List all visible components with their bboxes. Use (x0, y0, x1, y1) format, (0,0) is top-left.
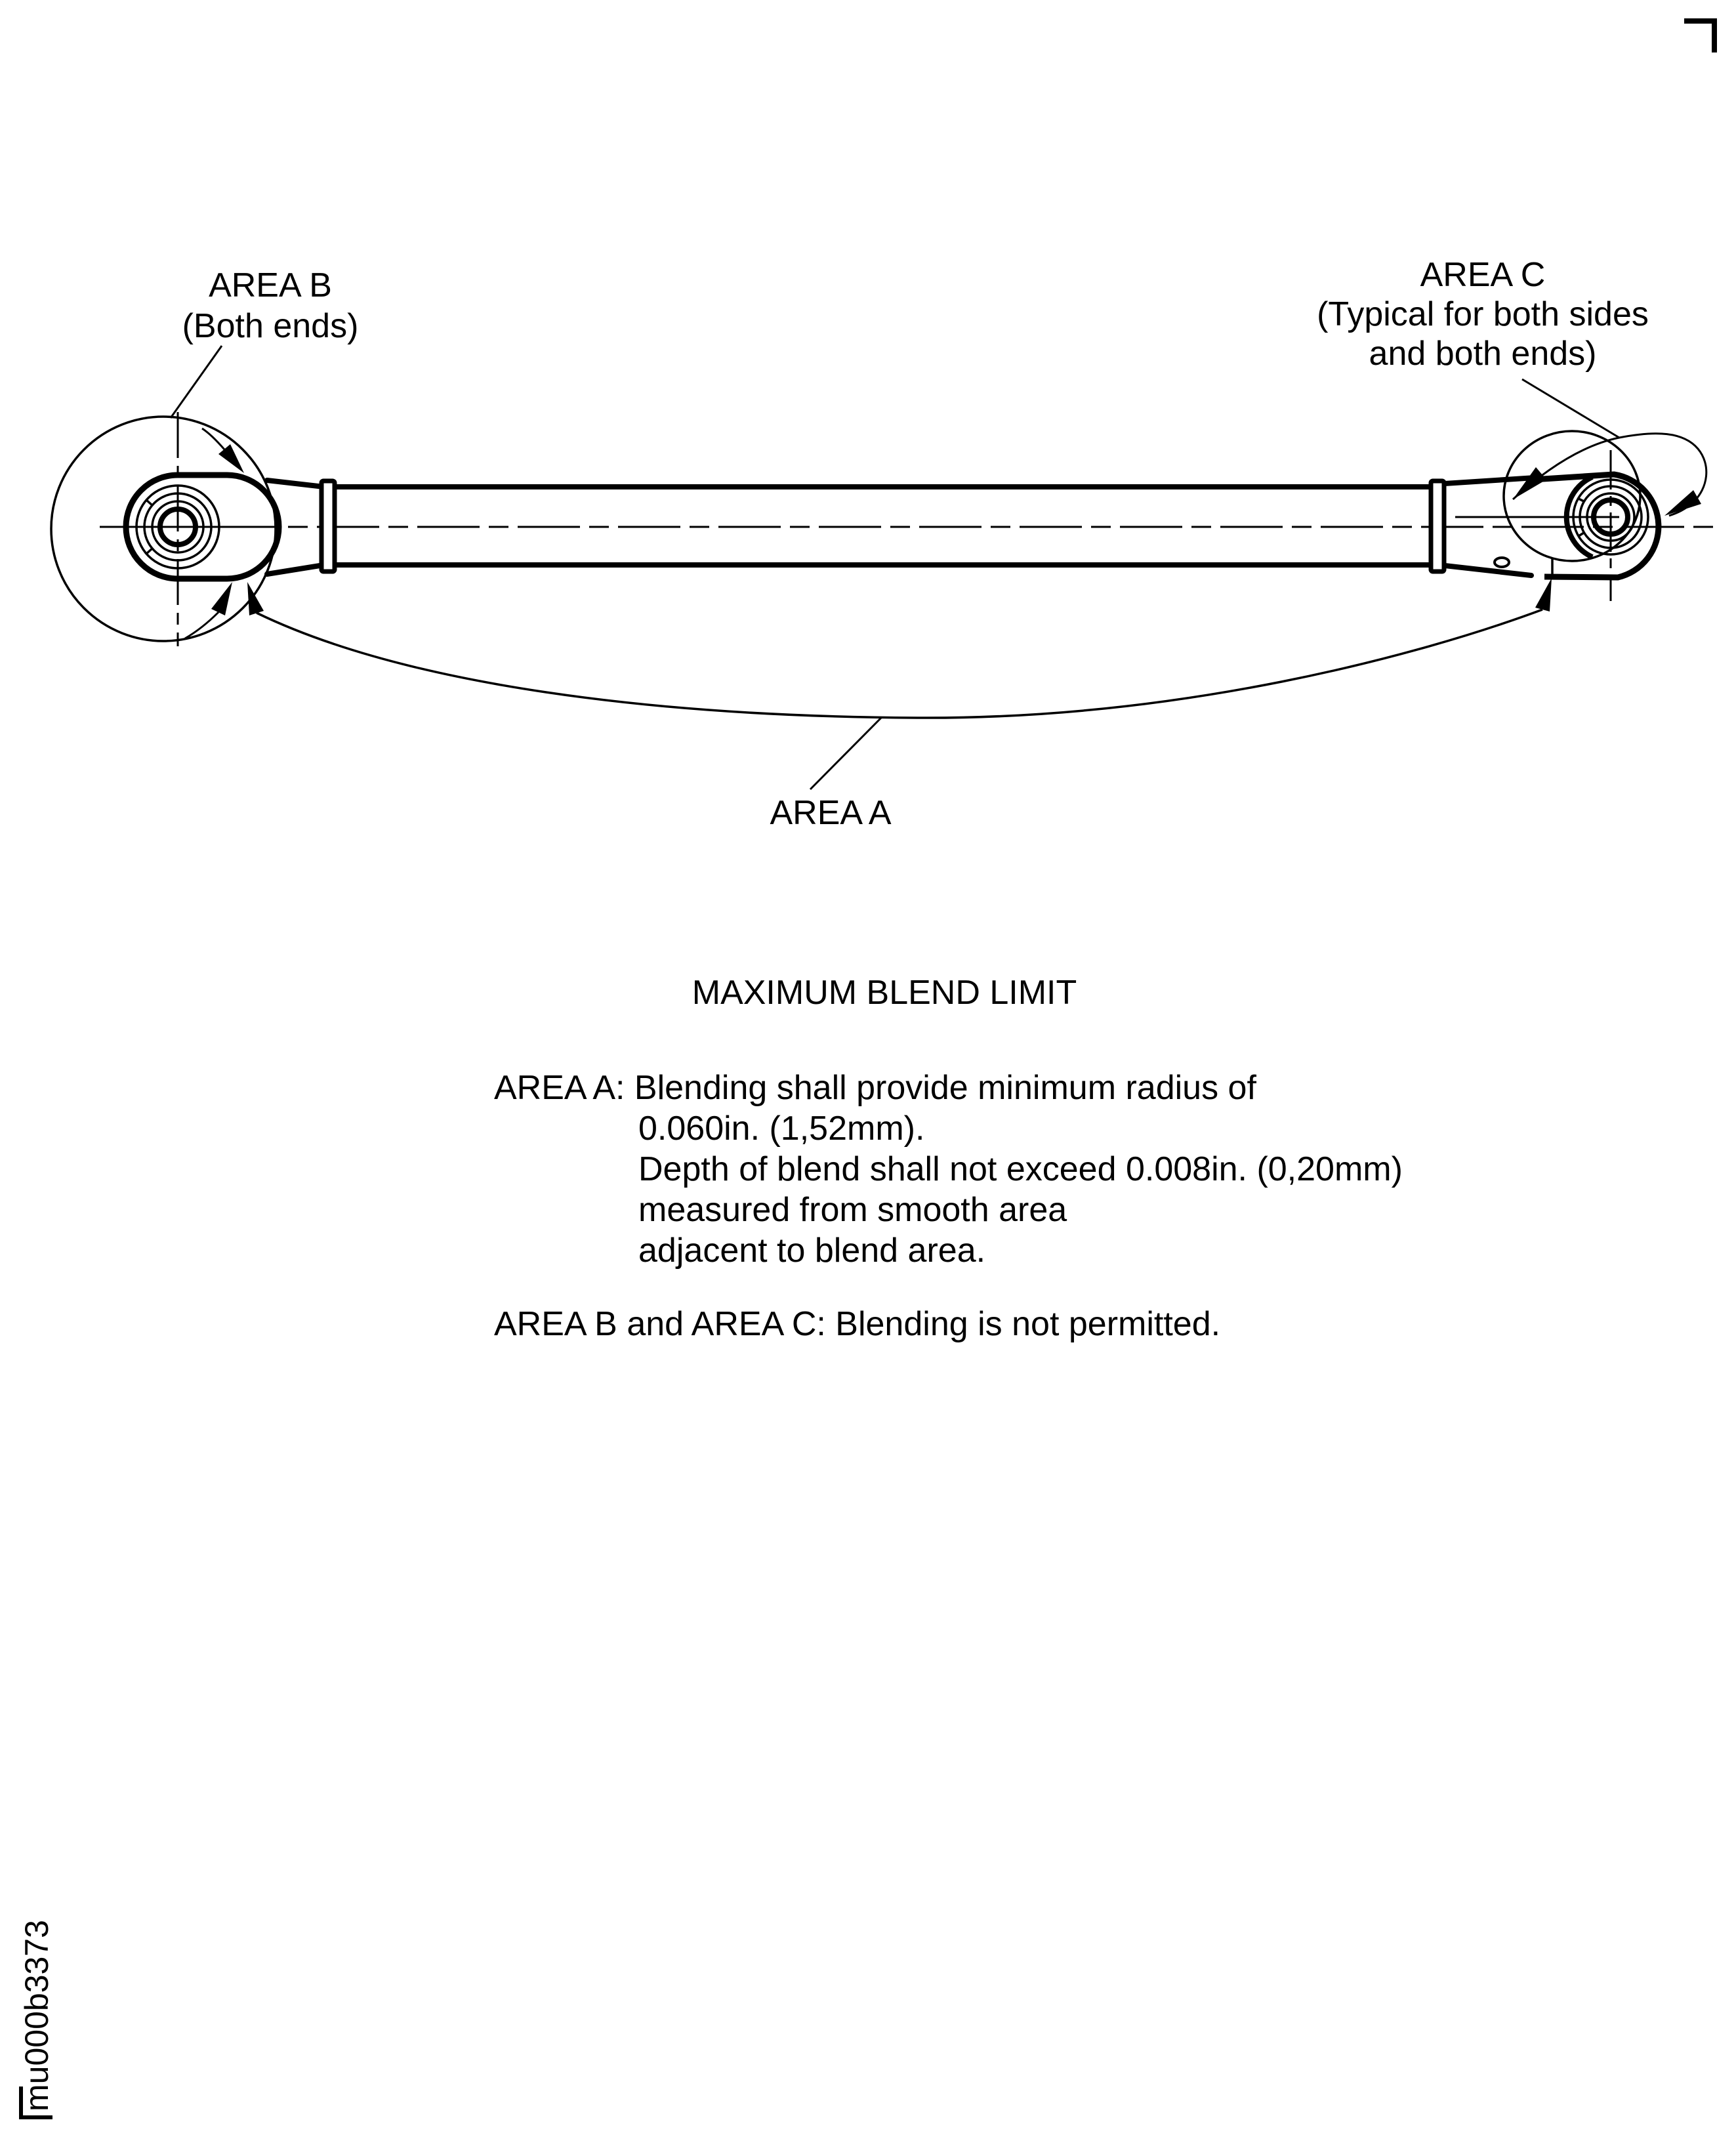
area-c-callout (1513, 379, 1706, 516)
area-a-right-arrowhead-icon (1535, 578, 1552, 612)
lockwire-hole (1495, 558, 1509, 567)
area-a-label: AREA A (770, 794, 892, 832)
area-a-leader-line (810, 718, 881, 789)
area-c-label (1270, 255, 1696, 373)
right-swage-collar (1431, 481, 1444, 571)
top-right-corner-mark (1684, 21, 1714, 52)
area-a-extent-curve (257, 610, 1542, 718)
left-housing-circle (51, 417, 276, 641)
note-area-a-cont-1: 0.060in. (1,52mm). (638, 1110, 925, 1148)
area-a-left-arrowhead-icon (247, 582, 264, 615)
area-c-label-line1: AREA C (1420, 256, 1546, 294)
note-area-b-c: AREA B and AREA C: Blending is not permitted. (494, 1305, 1221, 1343)
left-rod-end (51, 412, 279, 646)
right-stake-notch-bottom (1579, 533, 1584, 536)
note-area-a-cont-4: adjacent to blend area. (638, 1232, 986, 1270)
note-area-a-cont-3: measured from smooth area (638, 1191, 1067, 1229)
area-b-label-line1: AREA B (209, 266, 332, 304)
left-stake-notch-top (146, 500, 152, 505)
area-b-leader-line (171, 346, 222, 418)
document-id: mu000b3373 (18, 1920, 55, 2111)
note-area-a-lead: AREA A: Blending shall provide minimum radius of (494, 1069, 1256, 1107)
area-c-left-arrowhead-icon (1513, 467, 1546, 499)
area-c-label-line2: (Typical for both sides (1317, 295, 1649, 333)
area-b-label (172, 265, 369, 346)
note-area-a-cont-2: Depth of blend shall not exceed 0.008in. (0,20mm) (638, 1150, 1403, 1188)
left-stake-notch-bottom (146, 549, 152, 554)
blend-limit-title: MAXIMUM BLEND LIMIT (692, 974, 1077, 1012)
area-c-right-arrowhead-icon (1664, 490, 1701, 516)
right-stake-notch-top (1579, 499, 1584, 501)
area-b-callout (171, 346, 244, 638)
area-a-callout (247, 578, 1552, 789)
area-c-label-line3: and both ends) (1369, 335, 1597, 373)
area-c-leader-line (1522, 379, 1619, 438)
right-rod-end (1455, 431, 1659, 601)
left-swage-collar (321, 481, 335, 571)
area-b-label-line2: (Both ends) (182, 307, 359, 345)
area-b-bottom-arrowhead-icon (211, 582, 232, 615)
